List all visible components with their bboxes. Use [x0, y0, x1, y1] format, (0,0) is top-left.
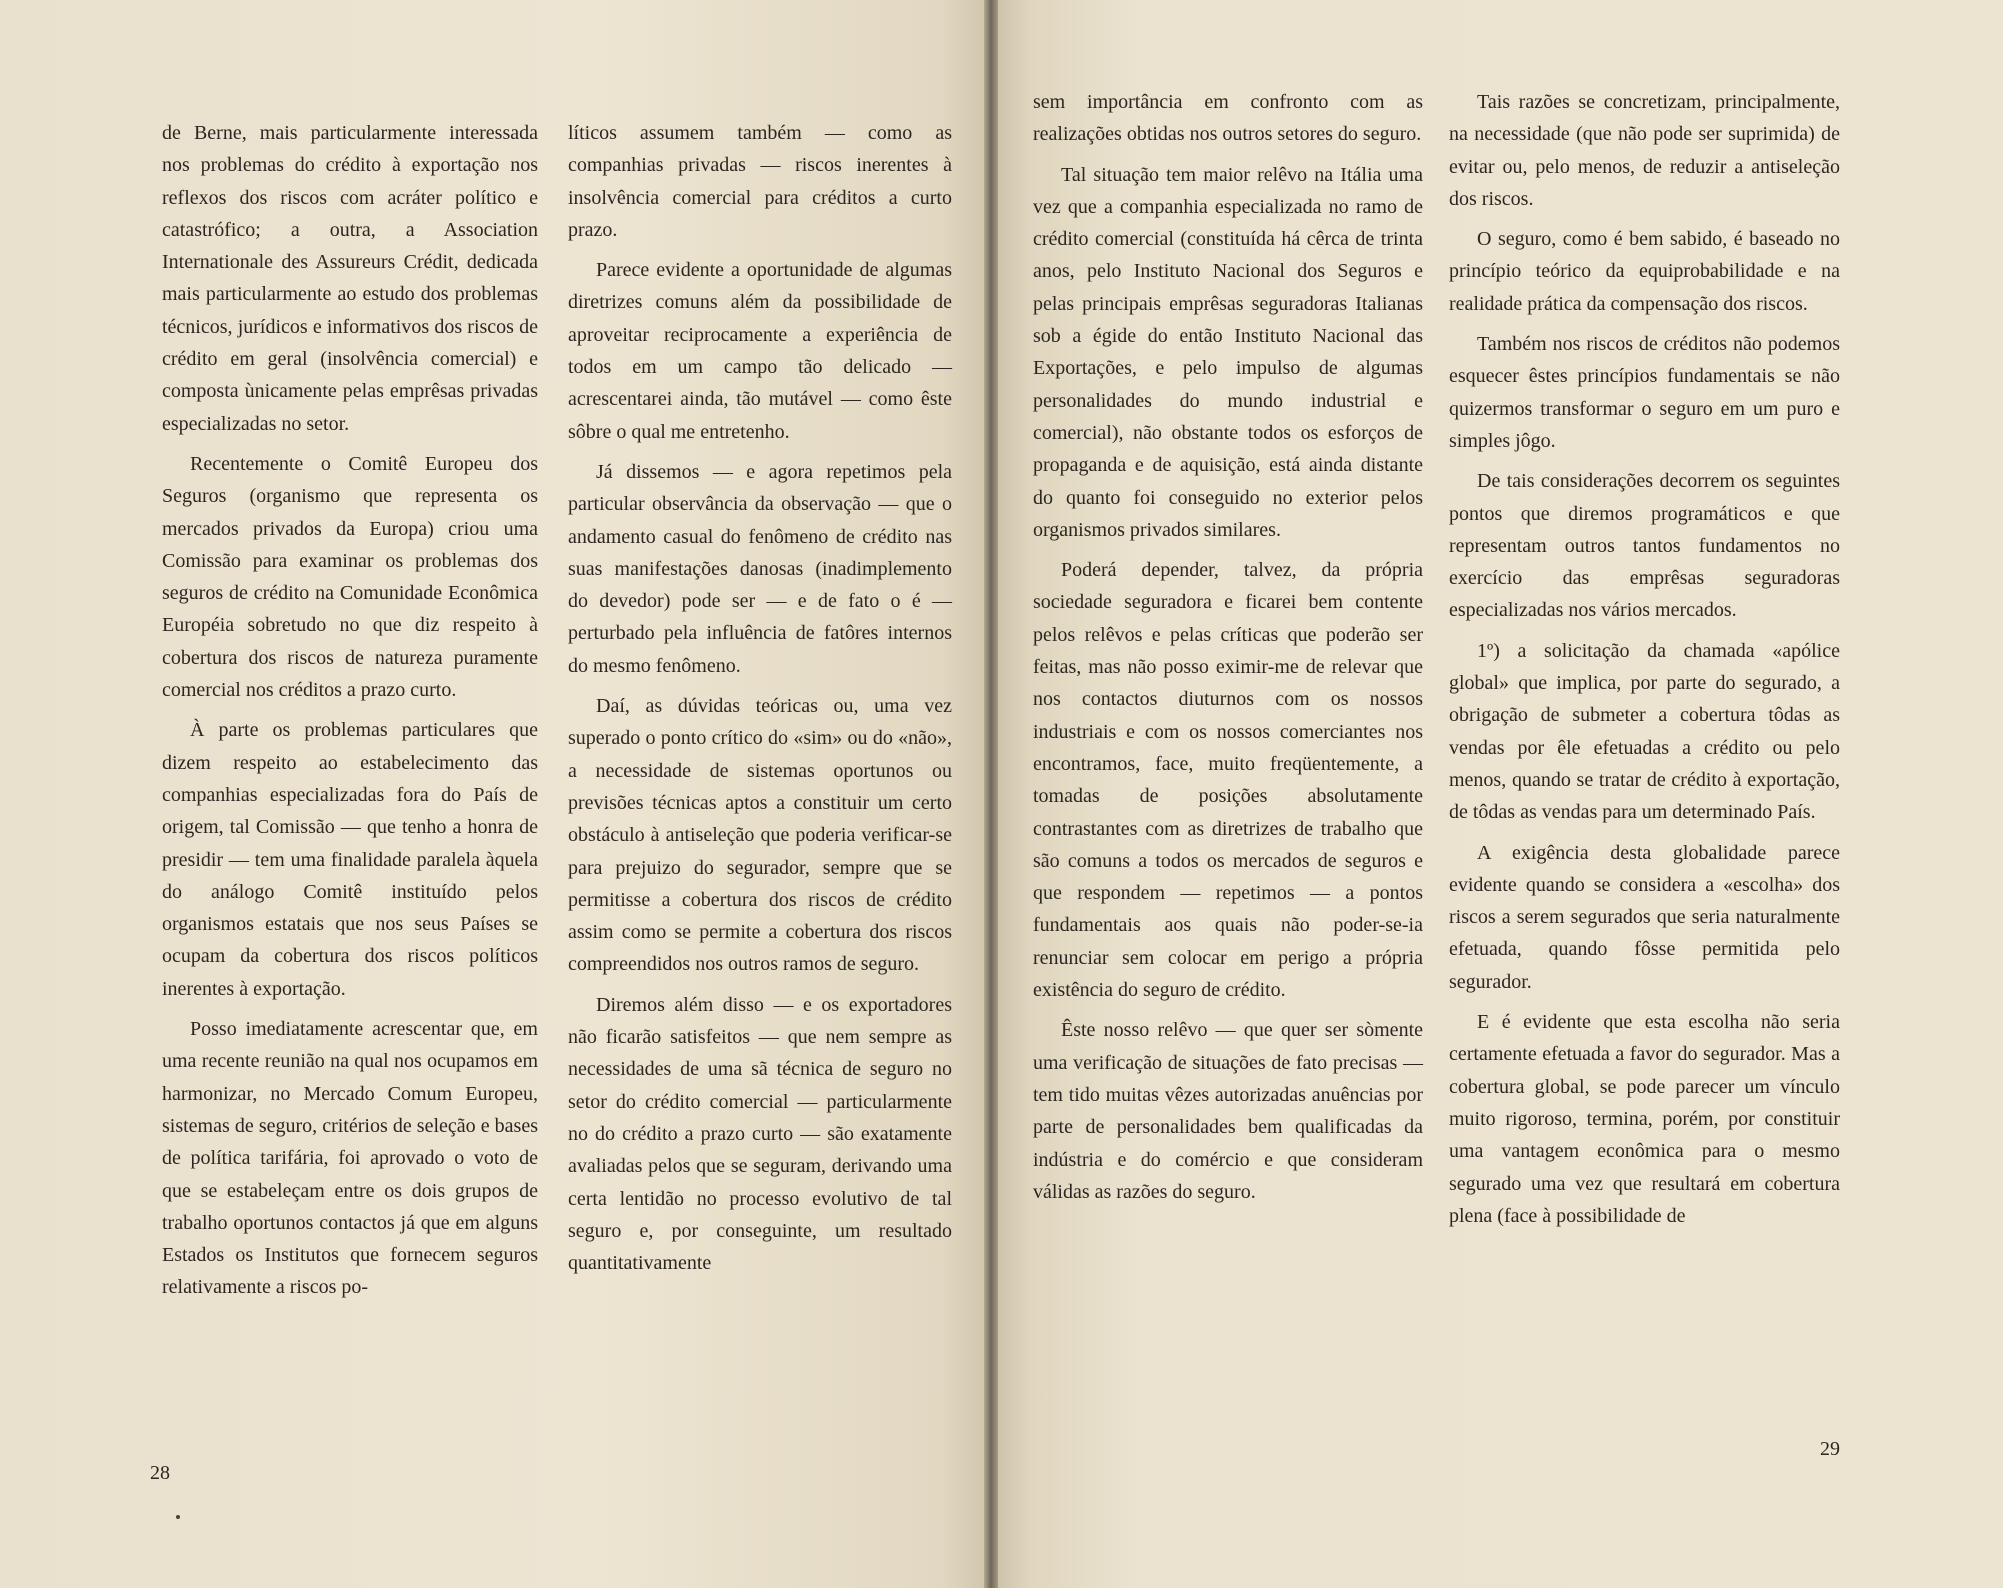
ink-speck: [176, 1515, 180, 1519]
paragraph: O seguro, como é bem sabido, é baseado no princípio teórico da equiprobabilidade e na realidade prática da compensação dos riscos.: [1449, 228, 1840, 315]
page-number-left: 28: [150, 1462, 170, 1484]
paragraph: Poderá depender, talvez, da própria sociedade seguradora e ficarei bem contente pelos relêvos e pelas críticas que poderão ser feitas, mas não posso eximir-me de relevar que nos contactos diuturnos com os nossos industriais e com os nossos comerciantes nos encontramos, face, muito freqüentemente, a tomadas de posições absolutamente contrastantes com as diretrizes de trabalho que são comuns a todos os mercados de seguros e que respondem — repetimos — a pontos fundamentais aos quais não poder-se-ia renunciar sem colocar em perigo a própria existência do seguro de crédito.: [1033, 559, 1423, 1002]
paragraph: Recentemente o Comitê Europeu dos Seguros (organismo que representa os mercados privados da Europa) criou uma Comissão para examinar os problemas dos seguros de crédito na Comunidade Econômica Européia sobretudo no que diz respeito à cobertura dos riscos de natureza puramente comercial nos créditos a prazo curto.: [162, 452, 538, 702]
page-number-right: 29: [1820, 1438, 1840, 1460]
paragraph: De tais considerações decorrem os seguintes pontos que diremos programáticos e que representam outros tantos fundamentos no exercício das emprêsas seguradoras especializadas nos vários mercados.: [1449, 470, 1840, 622]
paragraph: E é evidente que esta escolha não seria certamente efetuada a favor do segurador. Mas a cobertura global, se pode parecer um vínculo muito rigoroso, termina, porém, por constituir uma vantagem econômica para o mesmo segurado uma vez que resultará em cobertura plena (face à possibilidade de: [1449, 1011, 1840, 1227]
left-page-column-1: [162, 117, 538, 1304]
left-page: [0, 0, 990, 1588]
paragraph: Parece evidente a oportunidade de algumas diretrizes comuns além da possibilidade de aproveitar reciprocamente a experiência de todos em um campo tão delicado — acrescentarei ainda, tão mutável — como êste sôbre o qual me entretenho.: [568, 259, 952, 443]
paragraph: Tal situação tem maior relêvo na Itália uma vez que a companhia especializada no ramo de crédito comercial (constituída há cêrca de trinta anos, pelo Instituto Nacional dos Seguros e pelas principais emprêsas seguradoras Italianas sob a égide do então Instituto Nacional das Exportações, e pelo impulso de algumas personalidades do mundo industrial e comercial), não obstante todos os esforços de propaganda e de aquisição, está ainda distante do quanto foi conseguido no exterior pelos organismos privados similares.: [1033, 163, 1423, 541]
paragraph: Diremos além disso — e os exportadores não ficarão satisfeitos — que nem sempre as necessidades de uma sã técnica de seguro no setor do crédito comercial — particularmente no do crédito a prazo curto — são exatamente avaliadas pelos que se seguram, derivando uma certa lentidão no processo evolutivo de tal seguro e, por conseguinte, um resultado quantitativamente: [568, 993, 952, 1275]
paragraph: Também nos riscos de créditos não podemos esquecer êstes princípios fundamentais se não quizermos transformar o seguro em um puro e simples jôgo.: [1449, 333, 1840, 452]
paragraph: Já dissemos — e agora repetimos pela particular observância da observação — que o andamento casual do fenômeno de crédito nas suas manifestações danosas (inadimplemento do devedor) pode ser — e de fato o é — perturbado pela influência de fatôres internos do mesmo fenômeno.: [568, 460, 952, 677]
left-page-column-2: [568, 117, 952, 1279]
paragraph: Êste nosso relêvo — que quer ser sòmente uma verificação de situações de fato precisas — tem tido muitas vêzes autorizadas anuências por parte de personalidades bem qualificadas da indústria e do comércio e que consideram válidas as razões do seguro.: [1033, 1019, 1423, 1203]
paragraph: Tais razões se concretizam, principalmente, na necessidade (que não pode ser suprimida) de evitar ou, pelo menos, de reduzir a antiseleção dos riscos.: [1449, 91, 1840, 210]
paragraph: sem importância em confronto com as realizações obtidas nos outros setores do seguro.: [1033, 91, 1423, 146]
book-gutter: [984, 0, 998, 1588]
paragraph: À parte os problemas particulares que dizem respeito ao estabelecimento das companhias especializadas fora do País de origem, tal Comissão — que tenho a honra de presidir — tem uma finalidade paralela àquela do análogo Comitê instituído pelos organismos estatais que nos seus Países se ocupam da cobertura dos riscos políticos inerentes à exportação.: [162, 719, 538, 1000]
paragraph: de Berne, mais particularmente interessada nos problemas do crédito à exportação nos reflexos dos riscos com acráter político e catastrófico; a outra, a Association Internationale des Assureurs Crédit, dedicada mais particularmente ao estudo dos problemas técnicos, jurídicos e informativos dos riscos de crédito em geral (insolvência comercial) e composta ùnicamente pelas emprêsas privadas especializadas no setor.: [162, 122, 538, 435]
paragraph: Daí, as dúvidas teóricas ou, uma vez superado o ponto crítico do «sim» ou do «não», a necessidade de sistemas oportunos ou previsões técnicas aptos a constituir um certo obstáculo à antiseleção que poderia verificar-se para prejuizo do segurador, sempre que se permitisse a cobertura dos riscos de crédito assim como se permite a cobertura dos riscos compreendidos nos outros ramos de seguro.: [568, 695, 952, 976]
right-page-column-2: [1449, 86, 1840, 1232]
paragraph: Posso imediatamente acrescentar que, em uma recente reunião na qual nos ocupamos em harmonizar, no Mercado Comum Europeu, sistemas de seguro, critérios de seleção e bases de política tarifária, foi aprovado o voto de que se estabeleçam entre os dois grupos de trabalho oportunos contactos já que em alguns Estados os Institutos que fornecem seguros relativamente a riscos po-: [162, 1018, 538, 1299]
paragraph: A exigência desta globalidade parece evidente quando se considera a «escolha» dos riscos a serem segurados que seria naturalmente efetuada, quando fôsse permitida pelo segurador.: [1449, 841, 1840, 993]
paragraph: 1º) a solicitação da chamada «apólice global» que implica, por parte do segurado, a obrigação de submeter a cobertura tôdas as vendas por êle efetuadas a crédito ou pelo menos, quando se tratar de crédito à exportação, de tôdas as vendas para um determinado País.: [1449, 639, 1840, 824]
right-page-column-1: [1033, 86, 1423, 1208]
paragraph: líticos assumem também — como as companhias privadas — riscos inerentes à insolvência comercial para créditos a curto prazo.: [568, 122, 952, 241]
